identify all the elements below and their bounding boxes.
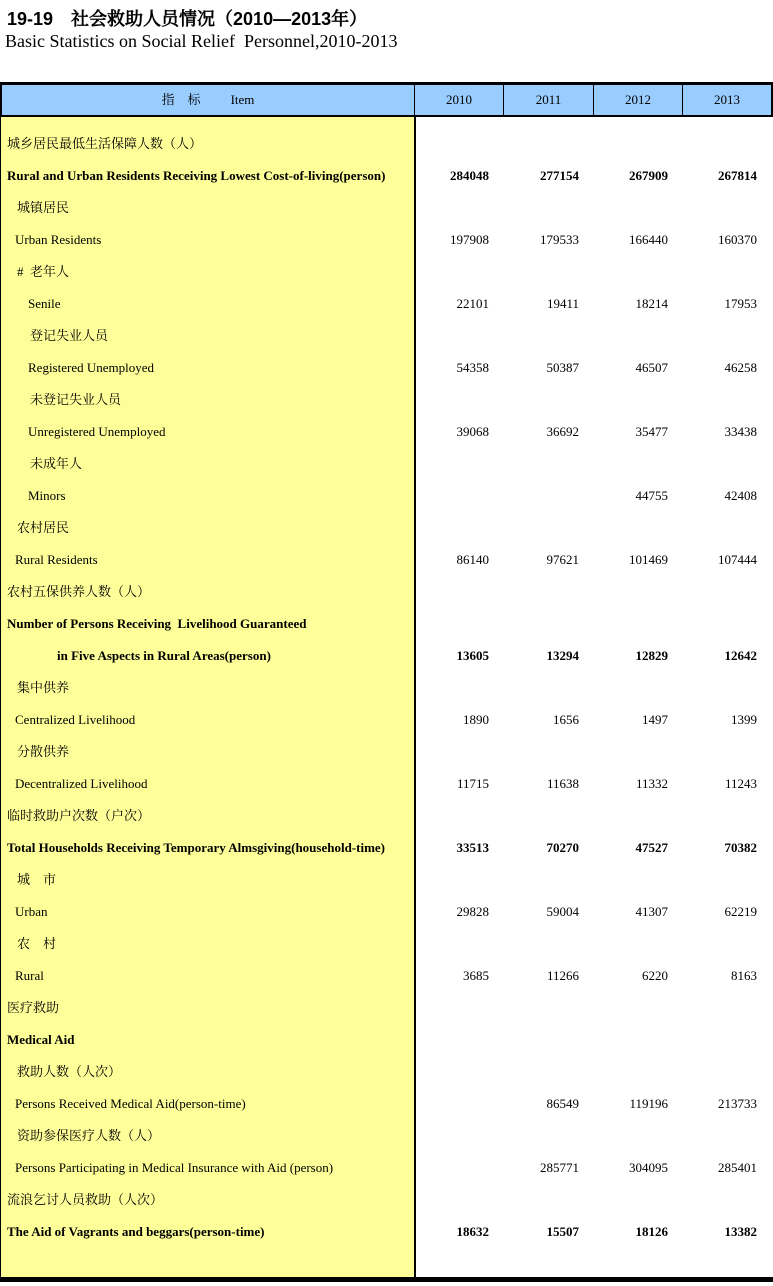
table-row [1,320,773,352]
cell-2013 [684,608,773,640]
cell-2010 [416,448,505,480]
cell-2011: 59004 [546,904,579,919]
table-row [1,1120,773,1152]
cell-2012 [595,800,684,832]
table-header [0,82,773,117]
cell-2010: 197908 [450,232,489,247]
cell-2013 [684,992,773,1024]
row-label: 登记失业人员 [30,328,109,343]
cell-2013: 8163 [731,968,757,983]
cell-2010 [416,1184,505,1216]
cell-2011 [505,864,595,896]
row-label: 资助参保医疗人数（人） [17,1128,161,1143]
row-label: 农 村 [17,936,57,951]
stats-table [0,82,773,1282]
cell-2011: 285771 [540,1160,579,1175]
row-label: 农村五保供养人数（人） [7,584,151,599]
table-row [1,576,773,608]
cell-2013: 107444 [718,552,757,567]
cell-2012: 11332 [635,776,668,791]
cell-2011: 97621 [546,552,579,567]
table-row [1,1056,773,1088]
cell-2011 [505,1024,595,1056]
cell-2012: 304095 [629,1160,668,1175]
table-row [1,640,773,672]
cell-2013: 17953 [724,296,757,311]
cell-2012 [595,992,684,1024]
cell-2010 [416,128,505,160]
cell-2011: 13294 [546,648,579,663]
cell-2012 [595,1056,684,1088]
cell-2011: 19411 [546,296,579,311]
cell-2011: 70270 [546,840,579,855]
row-label: Rural and Urban Residents Receiving Lowest Cost-of-living(person) [7,168,386,183]
table-row [1,896,773,928]
cell-2010 [416,800,505,832]
table-row [1,768,773,800]
cell-2013 [684,448,773,480]
cell-2012: 35477 [635,424,668,439]
cell-2013 [684,1184,773,1216]
cell-2012 [595,672,684,704]
cell-2010: 54358 [456,360,489,375]
table-row [1,1216,773,1248]
cell-2012 [595,1184,684,1216]
cell-2011: 36692 [546,424,579,439]
cell-2010 [416,256,505,288]
row-label: 城乡居民最低生活保障人数（人） [7,136,203,151]
cell-2013: 1399 [731,712,757,727]
cell-2010 [416,1120,505,1152]
cell-2010 [416,1024,505,1056]
cell-2012 [595,192,684,224]
cell-2013 [684,1056,773,1088]
cell-2011 [505,192,595,224]
row-label: Urban [15,904,48,919]
cell-2011 [505,608,595,640]
cell-2013: 12642 [724,648,757,663]
item-header-zh: 指 标 [161,92,201,107]
item-header-en: Item [230,92,255,107]
cell-2010 [416,384,505,416]
cell-2010 [416,736,505,768]
cell-2012 [595,320,684,352]
cell-2010 [416,1088,505,1120]
cell-2013: 46258 [724,360,757,375]
table-row [1,352,773,384]
cell-2011: 50387 [546,360,579,375]
row-label: 未成年人 [30,456,83,471]
row-label: Urban Residents [15,232,102,247]
cell-2010: 11715 [456,776,489,791]
table-row [1,512,773,544]
cell-2013 [684,672,773,704]
cell-2010: 13605 [456,648,489,663]
table-row [1,864,773,896]
cell-2012 [595,384,684,416]
cell-2012: 166440 [629,232,668,247]
cell-2012: 6220 [642,968,668,983]
cell-2012 [595,576,684,608]
cell-2012 [595,128,684,160]
column-header-item [2,85,414,115]
column-header-2013: 2013 [682,85,771,115]
cell-2012 [595,736,684,768]
cell-2010 [416,480,505,512]
row-label: Rural [15,968,44,983]
row-label: Senile [28,296,61,311]
cell-2013: 62219 [724,904,757,919]
row-label: Centralized Livelihood [15,712,136,727]
table-row [1,1088,773,1120]
table-row [1,736,773,768]
cell-2010: 39068 [456,424,489,439]
table-row [1,384,773,416]
cell-2013: 42408 [724,488,757,503]
cell-2011: 277154 [540,168,579,183]
cell-2012: 47527 [635,840,668,855]
row-label: Persons Received Medical Aid(person-time) [15,1096,246,1111]
cell-2012: 101469 [629,552,668,567]
cell-2012 [595,928,684,960]
cell-2011: 11266 [546,968,579,983]
row-label: Registered Unemployed [28,360,154,375]
table-row [1,960,773,992]
row-label: 未登记失业人员 [30,392,122,407]
cell-2011 [505,800,595,832]
cell-2012 [595,1120,684,1152]
row-label: Persons Participating in Medical Insurance with Aid (person) [15,1160,334,1175]
cell-2013: 160370 [718,232,757,247]
cell-2011 [505,448,595,480]
cell-2012: 46507 [635,360,668,375]
table-row [1,608,773,640]
cell-2010 [416,992,505,1024]
table-row [1,928,773,960]
cell-2012: 267909 [629,168,668,183]
cell-2010 [416,1056,505,1088]
table-row [1,416,773,448]
cell-2013: 267814 [718,168,757,183]
cell-2011: 11638 [546,776,579,791]
cell-2010: 3685 [463,968,489,983]
cell-2013 [684,1024,773,1056]
row-label: Unregistered Unemployed [28,424,166,439]
cell-2013 [684,928,773,960]
cell-2011 [505,480,595,512]
cell-2011 [505,736,595,768]
cell-2010 [416,608,505,640]
table-row [1,224,773,256]
cell-2013: 11243 [724,776,757,791]
table-row [1,1184,773,1216]
cell-2011 [505,128,595,160]
row-label: The Aid of Vagrants and beggars(person-time) [7,1224,265,1239]
cell-2013 [684,800,773,832]
cell-2011 [505,1056,595,1088]
cell-2010: 33513 [456,840,489,855]
cell-2011 [505,928,595,960]
cell-2011 [505,256,595,288]
cell-2013 [684,736,773,768]
cell-2011: 86549 [546,1096,579,1111]
row-label: 城 市 [17,872,57,887]
table-row [1,1152,773,1184]
row-label: 医疗救助 [7,1000,60,1015]
cell-2012 [595,864,684,896]
cell-2012 [595,256,684,288]
cell-2012 [595,448,684,480]
cell-2012 [595,512,684,544]
row-label: Number of Persons Receiving Livelihood Guaranteed [7,616,307,631]
cell-2013: 33438 [724,424,757,439]
cell-2010: 22101 [456,296,489,311]
row-label: 分散供养 [17,744,70,759]
cell-2012 [595,1024,684,1056]
row-label: 农村居民 [17,520,70,535]
cell-2011 [505,320,595,352]
cell-2010 [416,928,505,960]
table-row [1,1024,773,1056]
table-row [1,704,773,736]
cell-2013 [684,384,773,416]
cell-2013: 13382 [724,1224,757,1239]
row-label: 救助人数（人次） [17,1064,122,1079]
cell-2011 [505,992,595,1024]
cell-2010: 86140 [456,552,489,567]
cell-2011 [505,384,595,416]
row-label: 集中供养 [17,680,70,695]
cell-2011: 15507 [546,1224,579,1239]
table-row [1,800,773,832]
row-label: Total Households Receiving Temporary Almsgiving(household-time) [7,840,385,855]
cell-2012: 1497 [642,712,668,727]
cell-2011 [505,672,595,704]
row-label: 临时救助户次数（户次） [7,808,151,823]
cell-2010 [416,320,505,352]
cell-2012: 44755 [635,488,668,503]
table-row [1,480,773,512]
cell-2013 [684,128,773,160]
table-row [1,672,773,704]
table-row [1,128,773,160]
cell-2013 [684,192,773,224]
cell-2013 [684,576,773,608]
cell-2012 [595,608,684,640]
cell-2010: 29828 [456,904,489,919]
table-body [0,117,773,1282]
row-label: in Five Aspects in Rural Areas(person) [57,648,271,663]
cell-2010: 284048 [450,168,489,183]
column-header-2010: 2010 [414,85,503,115]
row-label: Decentralized Livelihood [15,776,148,791]
cell-2012: 41307 [635,904,668,919]
row-label: Medical Aid [7,1032,75,1047]
page-subtitle: Basic Statistics on Social Relief Personnel,2010-2013 [5,31,398,51]
cell-2013 [684,1120,773,1152]
page-title: 19-19 社会救助人员情况（2010—2013年） [7,9,368,29]
column-header-2011: 2011 [503,85,593,115]
cell-2011 [505,576,595,608]
cell-2010: 18632 [456,1224,489,1239]
cell-2011: 1656 [553,712,579,727]
cell-2013 [684,320,773,352]
cell-2010 [416,192,505,224]
cell-2012: 12829 [635,648,668,663]
table-row [1,544,773,576]
cell-2011 [505,1120,595,1152]
table-row [1,256,773,288]
cell-2010 [416,672,505,704]
cell-2010: 1890 [463,712,489,727]
row-label: 城镇居民 [17,200,70,215]
cell-2012: 18214 [635,296,668,311]
table-row [1,288,773,320]
table-row [1,992,773,1024]
cell-2012: 119196 [629,1096,668,1111]
column-header-2012: 2012 [593,85,682,115]
cell-2011: 179533 [540,232,579,247]
cell-2010 [416,864,505,896]
row-label: Rural Residents [15,552,98,567]
table-row [1,160,773,192]
cell-2012: 18126 [635,1224,668,1239]
cell-2013 [684,512,773,544]
cell-2011 [505,1184,595,1216]
cell-2013 [684,864,773,896]
cell-2011 [505,512,595,544]
cell-2013: 70382 [724,840,757,855]
table-row [1,832,773,864]
row-label: # 老年人 [17,264,70,279]
table-row [1,448,773,480]
row-label: Minors [28,488,66,503]
cell-2010 [416,1152,505,1184]
cell-2010 [416,576,505,608]
cell-2013 [684,256,773,288]
cell-2010 [416,512,505,544]
cell-2013: 213733 [718,1096,757,1111]
row-label: 流浪乞讨人员救助（人次） [7,1192,164,1207]
cell-2013: 285401 [718,1160,757,1175]
table-row [1,192,773,224]
